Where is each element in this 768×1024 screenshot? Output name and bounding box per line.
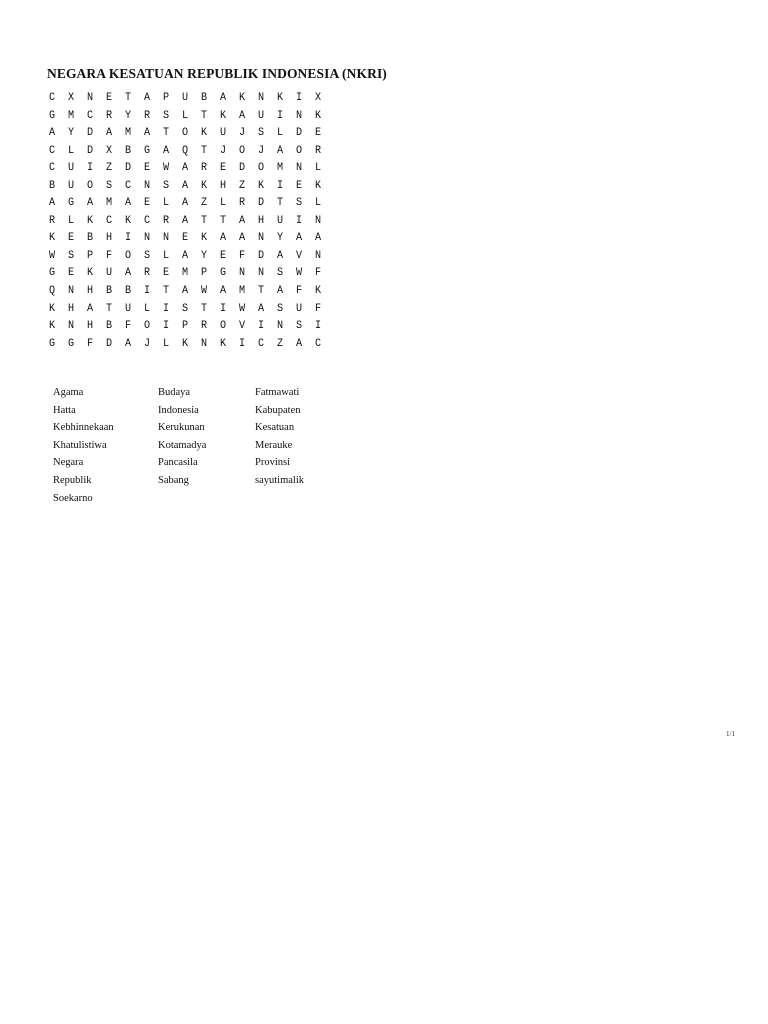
grid-letter: H xyxy=(68,302,75,315)
grid-letter: M xyxy=(106,197,113,210)
grid-letter: J xyxy=(220,144,227,157)
word-list-item: Budaya xyxy=(158,387,191,398)
grid-letter: S xyxy=(106,179,113,192)
grid-letter: A xyxy=(125,267,132,280)
grid-letter: E xyxy=(163,267,170,280)
grid-letter: B xyxy=(125,144,132,157)
grid-letter: K xyxy=(87,214,94,227)
grid-letter: R xyxy=(201,320,208,333)
grid-letter: P xyxy=(87,249,94,262)
grid-letter: C xyxy=(49,144,56,157)
grid-letter: Y xyxy=(201,249,208,262)
grid-letter: E xyxy=(144,162,151,175)
grid-letter: G xyxy=(49,267,56,280)
grid-letter: E xyxy=(315,127,322,140)
grid-letter: S xyxy=(296,197,303,210)
grid-letter: S xyxy=(68,249,75,262)
grid-letter: A xyxy=(182,162,189,175)
grid-letter: E xyxy=(182,232,189,245)
grid-letter: R xyxy=(106,109,113,122)
grid-letter: T xyxy=(258,285,265,298)
grid-letter: S xyxy=(163,179,170,192)
grid-letter: C xyxy=(125,179,132,192)
grid-letter: M xyxy=(68,109,75,122)
grid-letter: D xyxy=(296,127,303,140)
grid-letter: A xyxy=(220,232,227,245)
grid-letter: K xyxy=(87,267,94,280)
grid-row xyxy=(49,301,334,319)
grid-letter: C xyxy=(144,214,151,227)
grid-letter: Z xyxy=(277,337,284,350)
grid-letter: K xyxy=(182,337,189,350)
grid-letter: Q xyxy=(182,144,189,157)
grid-letter: S xyxy=(258,127,265,140)
grid-letter: Y xyxy=(68,127,75,140)
grid-letter: N xyxy=(296,162,303,175)
grid-letter: O xyxy=(125,249,132,262)
grid-letter: A xyxy=(106,127,113,140)
grid-letter: O xyxy=(144,320,151,333)
grid-letter: K xyxy=(220,109,227,122)
grid-letter: D xyxy=(106,337,113,350)
word-list-item: Kotamadya xyxy=(158,439,207,451)
grid-letter: N xyxy=(144,179,151,192)
word-list-item: Indonesia xyxy=(158,404,199,416)
grid-letter: X xyxy=(68,92,75,104)
grid-letter: K xyxy=(315,179,322,192)
grid-letter: I xyxy=(277,109,284,122)
grid-letter: K xyxy=(201,232,208,245)
grid-letter: T xyxy=(125,92,132,104)
word-list-item: Kabupaten xyxy=(255,404,301,416)
grid-letter: I xyxy=(144,285,151,298)
grid-letter: N xyxy=(239,267,246,280)
grid-letter: K xyxy=(315,109,322,122)
grid-letter: J xyxy=(258,144,265,157)
word-list-item: Kesatuan xyxy=(255,422,295,434)
grid-letter: T xyxy=(106,302,113,315)
grid-letter: N xyxy=(258,232,265,245)
grid-letter: G xyxy=(220,267,227,280)
grid-row xyxy=(49,230,334,248)
grid-letter: S xyxy=(144,249,151,262)
grid-letter: M xyxy=(239,285,246,298)
grid-letter: H xyxy=(87,285,94,298)
grid-letter: T xyxy=(201,109,208,122)
grid-letter: S xyxy=(182,302,189,315)
grid-letter: I xyxy=(220,302,227,315)
page-title: NEGARA KESATUAN REPUBLIK INDONESIA (NKRI) xyxy=(47,66,387,81)
grid-letter: A xyxy=(125,337,132,350)
grid-row xyxy=(49,213,334,231)
grid-letter: T xyxy=(201,144,208,157)
word-list-item: Kebhinnekaan xyxy=(53,422,114,434)
word-list-column xyxy=(255,384,365,507)
grid-letter: B xyxy=(106,285,113,298)
grid-letter: X xyxy=(106,144,113,157)
grid-letter: E xyxy=(296,179,303,192)
word-list xyxy=(53,384,365,507)
grid-letter: A xyxy=(277,249,284,262)
grid-row xyxy=(49,195,334,213)
grid-letter: P xyxy=(163,92,170,104)
word-list-item: Negara xyxy=(53,457,84,469)
grid-letter: V xyxy=(296,249,303,262)
grid-letter: I xyxy=(258,320,265,333)
grid-letter: O xyxy=(258,162,265,175)
grid-letter: A xyxy=(182,214,189,227)
grid-letter: N xyxy=(68,285,75,298)
grid-letter: R xyxy=(315,144,322,157)
grid-letter: N xyxy=(68,320,75,333)
grid-letter: L xyxy=(163,337,170,350)
grid-letter: T xyxy=(277,197,284,210)
grid-letter: S xyxy=(296,320,303,333)
grid-letter: A xyxy=(163,144,170,157)
grid-letter: K xyxy=(315,285,322,298)
grid-letter: L xyxy=(277,127,284,140)
grid-letter: K xyxy=(49,320,56,333)
grid-letter: Z xyxy=(201,197,208,210)
grid-letter: I xyxy=(277,179,284,192)
grid-letter: G xyxy=(49,337,56,350)
grid-letter: R xyxy=(49,214,56,227)
grid-letter: K xyxy=(239,92,246,104)
grid-letter: D xyxy=(87,144,94,157)
grid-row xyxy=(49,265,334,283)
word-list-item: Hatta xyxy=(53,404,76,416)
grid-letter: I xyxy=(87,162,94,175)
grid-letter: K xyxy=(201,127,208,140)
grid-letter: B xyxy=(87,232,94,245)
grid-letter: R xyxy=(239,197,246,210)
grid-row xyxy=(49,143,334,161)
grid-row xyxy=(49,283,334,301)
grid-letter: U xyxy=(68,179,75,192)
grid-letter: M xyxy=(277,162,284,175)
grid-letter: E xyxy=(106,92,113,104)
grid-letter: A xyxy=(296,232,303,245)
grid-row xyxy=(49,336,334,354)
grid-letter: R xyxy=(163,214,170,227)
grid-letter: L xyxy=(220,197,227,210)
grid-letter: F xyxy=(315,302,322,315)
word-list-item: Merauke xyxy=(255,439,293,451)
grid-letter: U xyxy=(220,127,227,140)
grid-letter: R xyxy=(144,267,151,280)
grid-letter: L xyxy=(68,144,75,157)
word-list-item: Khatulistiwa xyxy=(53,439,107,451)
grid-letter: D xyxy=(239,162,246,175)
grid-letter: I xyxy=(163,320,170,333)
grid-letter: O xyxy=(182,127,189,140)
grid-letter: O xyxy=(220,320,227,333)
page-number: 1/1 xyxy=(726,730,735,738)
grid-letter: U xyxy=(106,267,113,280)
grid-letter: U xyxy=(182,92,189,104)
grid-letter: L xyxy=(315,162,322,175)
grid-row xyxy=(49,125,334,143)
grid-letter: J xyxy=(239,127,246,140)
grid-letter: W xyxy=(239,302,246,315)
grid-letter: A xyxy=(239,232,246,245)
grid-letter: K xyxy=(125,214,132,227)
grid-letter: A xyxy=(277,144,284,157)
grid-letter: F xyxy=(239,249,246,262)
grid-letter: I xyxy=(125,232,132,245)
grid-letter: W xyxy=(49,249,56,262)
grid-letter: C xyxy=(49,162,56,175)
grid-letter: N xyxy=(296,109,303,122)
grid-letter: L xyxy=(144,302,151,315)
grid-letter: A xyxy=(182,285,189,298)
grid-letter: L xyxy=(315,197,322,210)
grid-letter: W xyxy=(201,285,208,298)
grid-row xyxy=(49,248,334,266)
grid-letter: O xyxy=(239,144,246,157)
grid-letter: C xyxy=(106,214,113,227)
grid-row xyxy=(49,160,334,178)
word-list-item: Republik xyxy=(53,474,92,486)
grid-letter: A xyxy=(182,179,189,192)
grid-letter: A xyxy=(144,127,151,140)
grid-letter: U xyxy=(125,302,132,315)
grid-letter: I xyxy=(315,320,322,333)
grid-letter: N xyxy=(315,249,322,262)
word-list-item: sayutimalik xyxy=(255,474,304,486)
grid-letter: R xyxy=(201,162,208,175)
grid-letter: B xyxy=(49,179,56,192)
grid-letter: G xyxy=(68,337,75,350)
grid-letter: G xyxy=(144,144,151,157)
grid-letter: K xyxy=(201,179,208,192)
grid-letter: E xyxy=(220,249,227,262)
grid-letter: O xyxy=(296,144,303,157)
grid-letter: K xyxy=(49,302,56,315)
word-list-item: Fatmawati xyxy=(255,387,300,398)
grid-letter: U xyxy=(258,109,265,122)
grid-letter: T xyxy=(201,302,208,315)
grid-letter: D xyxy=(125,162,132,175)
grid-letter: A xyxy=(182,249,189,262)
grid-letter: W xyxy=(296,267,303,280)
grid-row xyxy=(49,178,334,196)
grid-letter: P xyxy=(182,320,189,333)
grid-letter: A xyxy=(87,302,94,315)
grid-letter: M xyxy=(125,127,132,140)
grid-letter: F xyxy=(315,267,322,280)
word-list-item: Provinsi xyxy=(255,457,291,469)
grid-row xyxy=(49,108,334,126)
grid-letter: J xyxy=(144,337,151,350)
grid-letter: K xyxy=(220,337,227,350)
grid-letter: T xyxy=(201,214,208,227)
grid-letter: A xyxy=(296,337,303,350)
grid-letter: G xyxy=(68,197,75,210)
grid-letter: F xyxy=(87,337,94,350)
grid-row xyxy=(49,90,334,108)
grid-letter: A xyxy=(144,92,151,104)
grid-letter: A xyxy=(125,197,132,210)
word-search-grid xyxy=(49,90,334,353)
grid-letter: S xyxy=(163,109,170,122)
grid-letter: R xyxy=(144,109,151,122)
grid-letter: H xyxy=(87,320,94,333)
grid-letter: N xyxy=(315,214,322,227)
word-list-item: Pancasila xyxy=(158,457,198,469)
grid-letter: F xyxy=(106,249,113,262)
grid-letter: U xyxy=(296,302,303,315)
grid-letter: D xyxy=(258,197,265,210)
grid-letter: L xyxy=(163,249,170,262)
grid-letter: N xyxy=(163,232,170,245)
grid-letter: L xyxy=(68,214,75,227)
word-list-column xyxy=(53,384,158,507)
grid-letter: P xyxy=(201,267,208,280)
grid-letter: N xyxy=(277,320,284,333)
grid-letter: H xyxy=(258,214,265,227)
grid-letter: B xyxy=(106,320,113,333)
grid-letter: D xyxy=(258,249,265,262)
grid-letter: C xyxy=(258,337,265,350)
grid-letter: H xyxy=(106,232,113,245)
grid-letter: N xyxy=(258,92,265,104)
grid-letter: S xyxy=(277,267,284,280)
grid-letter: E xyxy=(220,162,227,175)
grid-letter: T xyxy=(163,127,170,140)
grid-letter: A xyxy=(315,232,322,245)
grid-letter: O xyxy=(87,179,94,192)
grid-letter: K xyxy=(277,92,284,104)
grid-letter: Z xyxy=(106,162,113,175)
grid-letter: Y xyxy=(125,109,132,122)
grid-letter: F xyxy=(125,320,132,333)
grid-letter: V xyxy=(239,320,246,333)
grid-letter: X xyxy=(315,92,322,104)
grid-letter: B xyxy=(125,285,132,298)
grid-letter: B xyxy=(201,92,208,104)
grid-letter: A xyxy=(87,197,94,210)
grid-letter: N xyxy=(258,267,265,280)
grid-letter: Q xyxy=(49,285,56,298)
grid-letter: H xyxy=(220,179,227,192)
grid-letter: Y xyxy=(277,232,284,245)
grid-letter: A xyxy=(239,109,246,122)
grid-letter: E xyxy=(68,267,75,280)
grid-letter: W xyxy=(163,162,170,175)
grid-letter: D xyxy=(87,127,94,140)
grid-letter: A xyxy=(49,127,56,140)
grid-letter: I xyxy=(296,92,303,104)
grid-letter: K xyxy=(258,179,265,192)
word-list-item: Sabang xyxy=(158,474,189,486)
grid-letter: A xyxy=(277,285,284,298)
grid-letter: E xyxy=(68,232,75,245)
grid-letter: Z xyxy=(239,179,246,192)
grid-letter: C xyxy=(315,337,322,350)
grid-letter: T xyxy=(163,285,170,298)
grid-row xyxy=(49,318,334,336)
grid-letter: F xyxy=(296,285,303,298)
word-list-item: Agama xyxy=(53,387,84,398)
grid-letter: M xyxy=(182,267,189,280)
grid-letter: A xyxy=(239,214,246,227)
grid-letter: N xyxy=(87,92,94,104)
grid-letter: A xyxy=(258,302,265,315)
word-list-item: Soekarno xyxy=(53,492,93,504)
grid-letter: I xyxy=(163,302,170,315)
grid-letter: K xyxy=(49,232,56,245)
grid-letter: S xyxy=(277,302,284,315)
grid-letter: A xyxy=(182,197,189,210)
grid-letter: L xyxy=(182,109,189,122)
grid-letter: N xyxy=(144,232,151,245)
grid-letter: I xyxy=(296,214,303,227)
word-list-column xyxy=(158,384,255,507)
grid-letter: A xyxy=(220,285,227,298)
grid-letter: U xyxy=(68,162,75,175)
grid-letter: I xyxy=(239,337,246,350)
grid-letter: G xyxy=(49,109,56,122)
word-list-item: Kerukunan xyxy=(158,422,205,434)
grid-letter: T xyxy=(220,214,227,227)
grid-letter: N xyxy=(201,337,208,350)
grid-letter: L xyxy=(163,197,170,210)
grid-letter: C xyxy=(87,109,94,122)
grid-letter: C xyxy=(49,92,56,104)
grid-letter: U xyxy=(277,214,284,227)
grid-letter: A xyxy=(49,197,56,210)
grid-letter: A xyxy=(220,92,227,104)
grid-letter: E xyxy=(144,197,151,210)
